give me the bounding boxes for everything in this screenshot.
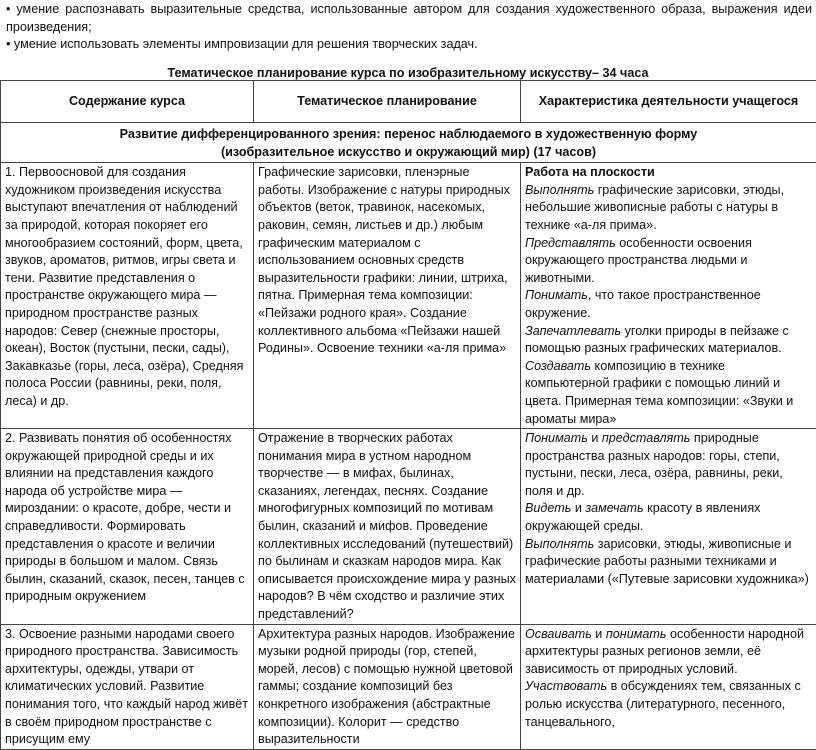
cell-planning: Графические зарисовки, пленэрные работы. Изображение с натуры природных объектов (веток, травинок, насекомых, раковин, семян, листьев и др.) любым графическим материалом с использованием основных средств выразительности графики: линии, штриха, пятна. Примерная тема композиции: «Пейзажи родного края». Создание коллективного альбома «Пейзажи нашей Родины». Освоение техники «а-ля прима»: [254, 163, 521, 429]
activity-text: , что такое пространственное окружение.: [525, 288, 761, 320]
activity-verb: Запечатлевать: [525, 324, 621, 338]
section-line-2: (изобразительное искусство и окружающий мир) (17 часов): [5, 144, 812, 162]
cell-planning: Архитектура разных народов. Изображение музыки родной природы (гор, степей, морей, лесов) с помощью нужной цветовой гаммы; создание композиций без конкретного изображения (абстрактные композиции). Колорит — средство выразительности: [254, 624, 521, 749]
cell-activity: [521, 163, 816, 429]
intro-bullet-2: • умение использовать элементы импровизации для решения творческих задач.: [6, 36, 812, 54]
section-line-1: Развитие дифференцированного зрения: перенос наблюдаемого в художественную форму: [5, 126, 812, 144]
section-row: [1, 123, 816, 163]
activity-verb: Понимать: [525, 431, 588, 445]
activity-text: особенности народной архитектуры разных регионов земли, её зависимость от природных условий.: [525, 627, 804, 676]
activity-verb: Выполнять: [525, 537, 594, 551]
activity-text: графические зарисовки, этюды, небольшие живописные работы с натуры в технике «а-ля прима».: [525, 183, 784, 232]
cell-activity: [521, 624, 816, 749]
activity-text: зарисовки, этюды, живописные и графические работы разными техниками и материалами («Путевые зарисовки художника»): [525, 537, 809, 586]
activity-verb: понимать: [606, 627, 667, 641]
cell-content: 1. Первоосновой для создания художником произведения искусства выступают впечатления от наблюдений за природой, которая покоряет его многообразием состояний, форм, цвета, звуков, ароматов, ритмов, игры света и тени. Развитие представления о пространстве окружающего мира — природном пространстве разных народов: Север (снежные просторы, океан), Восток (пустыни, пески, сады), Закавказье (горы, леса, озёра), Средняя полоса России (равнины, реки, поля, леса) и др.: [1, 163, 254, 429]
activity-text: и: [571, 501, 585, 515]
activity-verb: Видеть: [525, 501, 571, 515]
table-row: [1, 163, 816, 429]
cell-planning: Отражение в творческих работах понимания мира в устном народном творчестве — в мифах, былинах, сказаниях, легендах, песнях. Создание многофигурных композиций по мотивам былин, сказаний и мифов. Проведение коллективных исследований (путешествий) по былинам и сказкам народов мира. Как описывается происхождение мира у разных народов? В чём сходство и различие этих представлений?: [254, 429, 521, 625]
section-heading: [1, 123, 816, 163]
header-content: Содержание курса: [1, 81, 254, 123]
cell-activity: [521, 429, 816, 625]
activity-text: композицию в технике компьютерной графики с помощью линий и цвета. Примерная тема композиции: «Звуки и ароматы мира»: [525, 359, 793, 426]
table-header-row: [1, 81, 816, 123]
activity-verb: представлять: [602, 431, 691, 445]
header-planning: Тематическое планирование: [254, 81, 521, 123]
cell-content: 3. Освоение разными народами своего природного пространства. Зависимость архитектуры, одежды, утвари от климатических условий. Развитие понимания того, что каждый народ живёт в своём природном пространстве с присущим ему: [1, 624, 254, 749]
activity-text: и: [592, 627, 606, 641]
activity-verb: Понимать: [525, 288, 588, 302]
activity-text: особенности освоения окружающего пространства людьми и животными.: [525, 236, 752, 285]
activity-verb: Создавать: [525, 359, 591, 373]
intro-bullet-1: • умение распознавать выразительные средства, использованные автором для создания художественного образа, выражения идеи произведения;: [6, 1, 812, 36]
activity-verb: Представлять: [525, 236, 616, 250]
activity-text: красоту в явлениях окружающей среды.: [525, 501, 760, 533]
planning-table: [0, 80, 816, 750]
activity-verb: Осваивать: [525, 627, 592, 641]
header-activity: Характеристика деятельности учащегося: [521, 81, 816, 123]
table-row: [1, 429, 816, 625]
activity-verb: Участвовать: [525, 679, 607, 693]
cell-content: 2. Развивать понятия об особенностях окружающей природной среды и их влиянии на представления каждого народа об устройстве мира — мироздании: о красоте, добре, чести и справедливости. Формировать представления о красоте и величии природы в большом и малом. Связь былин, сказаний, сказок, песен, танцев с природным окружением: [1, 429, 254, 625]
activity-text: природные пространства разных народов: горы, степи, пустыни, пески, леса, озёра, равнины, реки, поля и др.: [525, 431, 783, 498]
activity-verb: Выполнять: [525, 183, 594, 197]
activity-text: в обсуждениях тем, связанных с ролью искусства (литературного, песенного, танцевального,: [525, 679, 801, 728]
activity-text: и: [588, 431, 602, 445]
table-row: [1, 624, 816, 749]
activity-verb: замечать: [585, 501, 643, 515]
intro-text: [6, 1, 812, 54]
activity-heading: Работа на плоскости: [525, 164, 812, 182]
activity-text: уголки природы в пейзаже с помощью разных графических материалов.: [525, 324, 789, 356]
page-title: Тематическое планирование курса по изобразительному искусству– 34 часа: [0, 65, 816, 83]
